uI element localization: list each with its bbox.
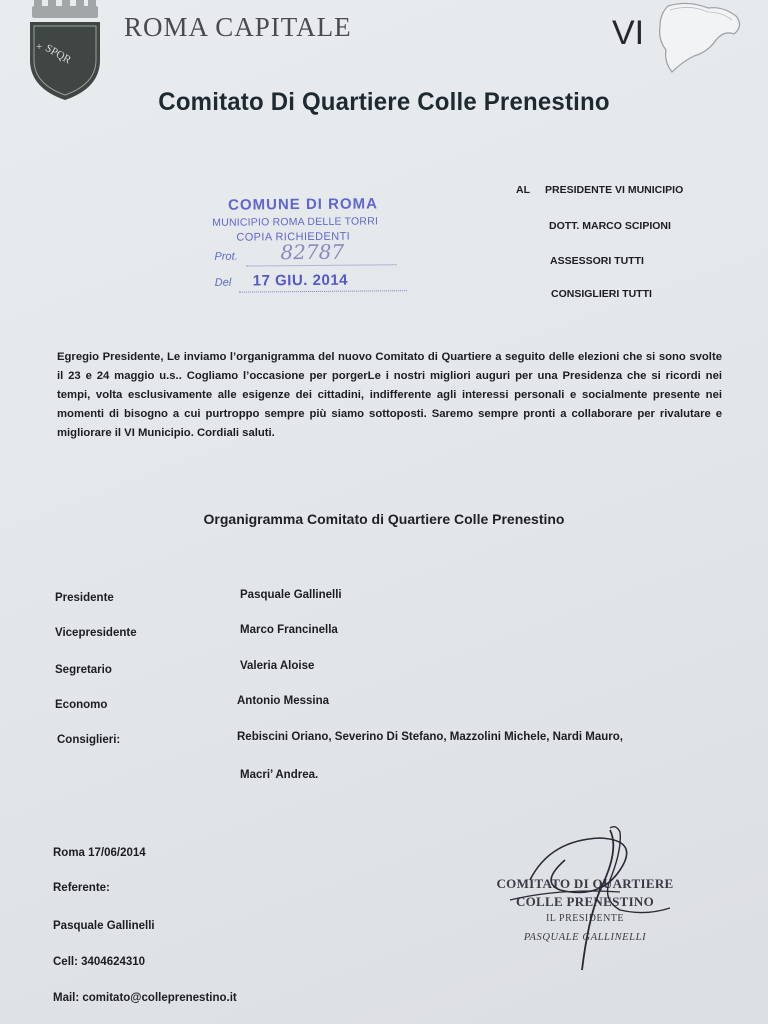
member-name: Antonio Messina [237, 695, 330, 707]
role-label: Presidente [55, 592, 114, 604]
role-label: Economo [55, 699, 108, 711]
mail-address: Mail: comitato@colleprenestino.it [53, 992, 237, 1004]
recipient-prefix: AL [516, 184, 530, 196]
role-label: Consiglieri: [57, 734, 121, 746]
stamp-comune: COMUNE DI ROMA [228, 195, 378, 214]
stamp-date-dots [239, 289, 407, 292]
recipient-line: ASSESSORI TUTTI [550, 255, 644, 267]
cell-number: Cell: 3404624310 [53, 956, 146, 968]
stamp-copia: COPIA RICHIEDENTI [236, 230, 351, 244]
committee-title: Comitato Di Quartiere Colle Prenestino [158, 88, 610, 116]
municipio-number: VI [612, 14, 645, 52]
organigramma-title: Organigramma Comitato di Quartiere Colle Prenestino [203, 511, 565, 527]
referente-name: Pasquale Gallinelli [53, 920, 155, 932]
stamp-prot-number: 82787 [280, 239, 345, 265]
recipient-line: PRESIDENTE VI MUNICIPIO [545, 184, 684, 196]
recipient-line: DOTT. MARCO SCIPIONI [549, 220, 671, 232]
recipient-line: CONSIGLIERI TUTTI [551, 288, 652, 300]
role-label: Vicepresidente [55, 627, 137, 639]
signature-stamp-line: COLLE PRENESTINO [515, 894, 655, 909]
letter-body: Egregio Presidente, Le inviamo l’organigramma del nuovo Comitato di Quartiere a seguito delle elezioni che si sono svolte il 23 e 24 maggio u.s.. Cogliamo l’occasione per porgerLe i nostri migliori auguri per una Presidenza che si ricordi nei tempi, volta esclusivamente alle esigenze dei cittadini, indifferente agli interessi personali e socialmente presente nei momenti di bisogno a cui purtroppo sempre più siamo sottoposti. Saremo sempre pronti a collaborare per rivalutare e migliorare il VI Municipio. Cordiali saluti. [57, 351, 722, 439]
stamp-prot-label: Prot. [214, 250, 238, 263]
signature-stamp-line: PASQUALE GALLINELLI [523, 932, 647, 943]
letter-date: Roma 17/06/2014 [53, 847, 146, 859]
signature-stamp-line: COMITATO DI QUARTIERE [496, 876, 674, 891]
referente-label: Referente: [53, 882, 110, 894]
signature-stamp-line: IL PRESIDENTE [545, 913, 625, 924]
member-name-continued: Macri’ Andrea. [240, 769, 319, 781]
svg-text:+: + [36, 41, 43, 53]
member-name: Marco Francinella [240, 624, 338, 636]
svg-text:SPQR: SPQR [43, 42, 74, 67]
stamp-date-value: 17 GIU. 2014 [252, 271, 349, 290]
member-name: Pasquale Gallinelli [240, 589, 342, 601]
stamp-date-label: Del [214, 276, 232, 289]
member-name: Rebiscini Oriano, Severino Di Stefano, Mazzolini Michele, Nardi Mauro, [237, 731, 623, 743]
member-name: Valeria Aloise [240, 660, 315, 672]
protocol-stamp [200, 195, 420, 290]
handwritten-signature [470, 820, 710, 990]
stamp-municipio: MUNICIPIO ROMA DELLE TORRI [212, 215, 379, 229]
header-title: ROMA CAPITALE [124, 12, 352, 42]
role-label: Segretario [55, 664, 112, 676]
